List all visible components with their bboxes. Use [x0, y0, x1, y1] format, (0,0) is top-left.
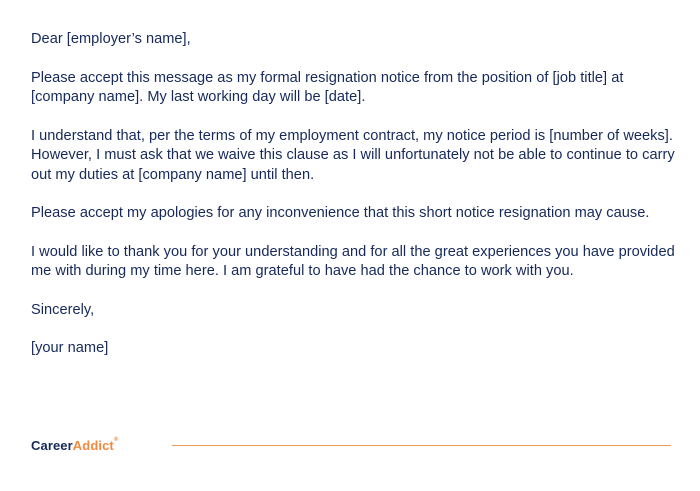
resignation-letter — [31, 30, 676, 378]
letter-signature: [your name] — [31, 340, 109, 356]
footer-divider-line — [172, 445, 671, 446]
logo-career-text: Career — [31, 438, 73, 453]
letter-closing: Sincerely, — [31, 301, 95, 318]
logo-addict-text: Addict — [72, 438, 114, 453]
letter-paragraph-4: I would like to thank you for your understanding and for all the great experiences you have provided me with during my time here. I am grateful to have had the chance to work with you. — [31, 243, 675, 279]
letter-salutation: Dear [employer’s name], — [31, 31, 191, 47]
careeraddict-logo — [31, 438, 118, 453]
letter-paragraph-1: Please accept this message as my formal resignation notice from the position of [job title] at [company name]. My last working day will be [date]. — [31, 69, 624, 105]
footer — [31, 437, 671, 457]
registered-mark-icon: ® — [113, 437, 119, 443]
letter-paragraph-3: Please accept my apologies for any inconvenience that this short notice resignation may cause. — [31, 205, 650, 221]
letter-paragraph-2: I understand that, per the terms of my employment contract, my notice period is [number of weeks]. However, I must ask that we waive this clause as I will unfortunately not be able to continue to carry out my duties at [company name] until then. — [31, 127, 675, 183]
